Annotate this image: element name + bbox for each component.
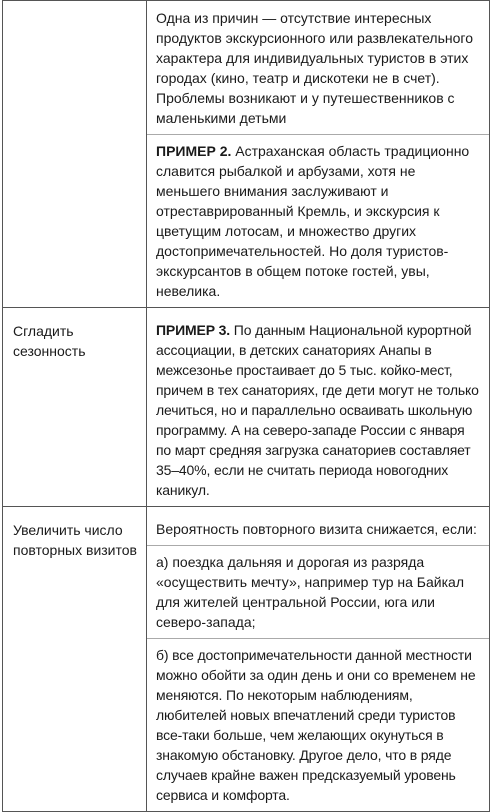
paragraph: [147, 638, 489, 811]
table-cell-left: [3, 1, 147, 308]
example-lead: ПРИМЕР 3.: [156, 322, 231, 338]
paragraph-text: Одна из причин — отсутствие интересных продуктов экскурсионного или развлекательного характера для индивидуальных туристов в этих городах (кино, театр и дискотеки не в счет). Проблемы возникают и у путешественников с маленькими детьми: [156, 10, 473, 126]
table-row: [3, 308, 490, 507]
paragraph: [147, 308, 489, 506]
row-label: Сгладить сезонность: [13, 323, 86, 359]
table-row: [3, 507, 490, 812]
table-cell-right: [147, 1, 490, 308]
paragraph-text: Вероятность повторного визита снижается, если:: [156, 521, 477, 537]
paragraph: [147, 1, 489, 134]
paragraph-text: б) все достопримечательности данной местности можно обойти за один день и они со временем не меняются. По некоторым наблюдениям, любителей новых впечатлений среди туристов все-таки больше, чем желающих окунуться в знакомую обстановку. Другое дело, что в ряде случаев крайне важен предсказуемый уровень сервиса и комфорта.: [156, 647, 476, 803]
table-cell-right: [147, 507, 490, 812]
table-cell-right: [147, 308, 490, 507]
row-label: Увеличить число повторных визитов: [13, 522, 137, 558]
example-lead: ПРИМЕР 2.: [156, 143, 232, 159]
paragraph: [147, 545, 489, 638]
paragraph-text: а) поездка дальняя и дорогая из разряда «осуществить мечту», например тур на Байкал для жителей центральной России, юга или северо-запада;: [156, 554, 464, 630]
table-cell-left: [3, 308, 147, 507]
document-table: [2, 0, 490, 812]
paragraph: [147, 507, 489, 545]
paragraph-text: По данным Национальной курортной ассоциации, в детских санаториях Анапы в межсезонье простаивает до 5 тыс. койко-мест, причем в тех санаториях, где дети могут не только лечиться, но и параллельно осваивать школьную программу. А на северо-западе России с января по март средняя загрузка санаториев составляет 35–40%, если не считать периода новогодних каникул.: [156, 322, 479, 498]
table-cell-left: [3, 507, 147, 812]
table-row: [3, 1, 490, 308]
paragraph-text: Астраханская область традиционно славится рыбалкой и арбузами, хотя не меньшего внимания заслуживают и отреставрированный Кремль, и экскурсия к цветущим лотосам, и множество других достопримечательностей. Но доля туристов-экскурсантов в общем потоке гостей, увы, невелика.: [156, 143, 470, 299]
paragraph: [147, 134, 489, 307]
row-label: [3, 1, 146, 20]
